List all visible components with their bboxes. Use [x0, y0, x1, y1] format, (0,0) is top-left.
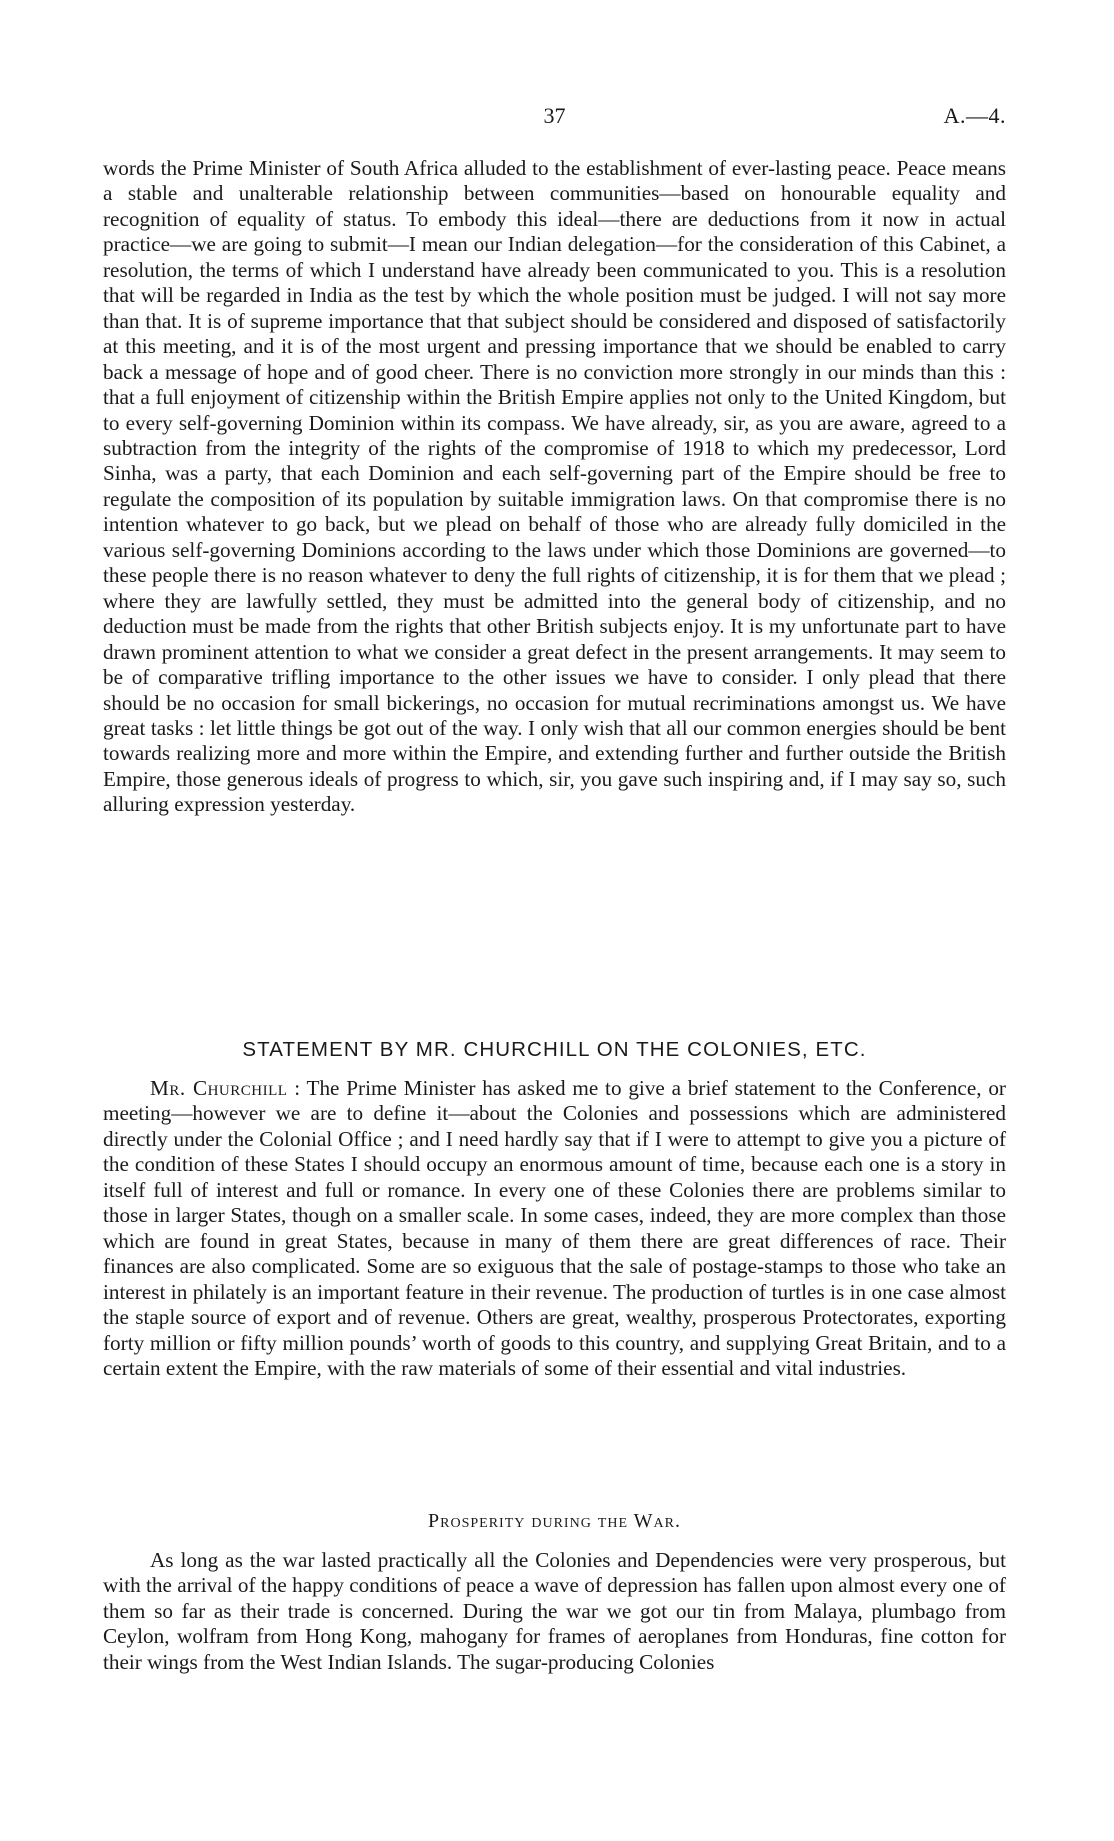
page-header [103, 103, 1006, 133]
body-paragraph-continued: words the Prime Minister of South Africa alluded to the establishment of ever-lasting peace. Peace means a stable and unalterable relationship between communities—based on honourable equality and recognition of equality of status. To embody this ideal—there are deductions from it now in actual practice—we are going to submit—I mean our Indian delegation—for the consideration of this Cabinet, a resolution, the terms of which I understand have already been communicated to you. This is a resolution that will be regarded in India as the test by which the whole position must be judged. I will not say more than that. It is of supreme importance that that subject should be considered and disposed of satisfactorily at this meeting, and it is of the most urgent and pressing importance that we should be enabled to carry back a message of hope and of good cheer. There is no conviction more strongly in our minds than this : that a full enjoyment of citizenship within the British Empire applies not only to the United Kingdom, but to every self-governing Dominion within its compass. We have already, sir, as you are aware, agreed to a subtraction from the integrity of the rights of the compromise of 1918 to which my predecessor, Lord Sinha, was a party, that each Dominion and each self-governing part of the Empire should be free to regulate the composition of its population by suitable immigration laws. On that compromise there is no intention whatever to go back, but we plead on behalf of those who are already fully domiciled in the various self-governing Dominions according to the laws under which those Dominions are governed—to these people there is no reason whatever to deny the full rights of citizenship, it is for them that we plead ; where they are lawfully settled, they must be admitted into the general body of citizenship, and no deduction must be made from the rights that other British subjects enjoy. It is my unfortunate part to have drawn prominent attention to what we consider a great defect in the present arrangements. It may seem to be of comparative trifling importance to the other issues we have to consider. I only plead that there should be no occasion for small bickerings, no occasion for mutual recriminations amongst us. We have great tasks : let little things be got out of the way. I only wish that all our common energies should be bent towards realizing more and more within the Empire, and extending further and further outside the British Empire, those generous ideals of progress to which, sir, you gave such inspiring and, if I may say so, such alluring expression yesterday. [103, 156, 1006, 817]
document-reference: A.—4. [943, 103, 1006, 128]
section-heading: STATEMENT BY MR. CHURCHILL ON THE COLONIES, ETC. [242, 1038, 867, 1061]
speaker-label: Mr. Churchill [150, 1076, 288, 1100]
subsection-heading: Prosperity during the War. [428, 1510, 681, 1532]
page-number: 37 [543, 103, 566, 128]
body-paragraph-prosperity: As long as the war lasted practically all the Colonies and Dependencies were very prosperous, but with the arrival of the happy conditions of peace a wave of depression has fallen upon almost every one of them so far as their trade is concerned. During the war we got our tin from Malaya, plumbago from Ceylon, wolfram from Hong Kong, mahogany for frames of aeroplanes from Honduras, fine cotton for their wings from the West Indian Islands. The sugar-producing Colonies [103, 1548, 1006, 1674]
body-paragraph-churchill-statement [103, 1076, 1006, 1381]
statement-text: : The Prime Minister has asked me to give a brief statement to the Conference, or meeting—however we are to define it—about the Colonies and possessions which are administered directly under the Colonial Office ; and I need hardly say that if I were to attempt to give you a picture of the condition of these States I should occupy an enormous amount of time, because each one is a story in itself full of interest and full or romance. In every one of these Colonies there are problems similar to those in larger States, though on a smaller scale. In some cases, indeed, they are more complex than those which are found in great States, because in many of them there are great differences of race. Their finances are also complicated. Some are so exiguous that the sale of postage-stamps to those who take an interest in philately is an important feature in their revenue. The production of turtles is in one case almost the staple source of export and of revenue. Others are great, wealthy, prosperous Protectorates, exporting forty million or fifty million pounds’ worth of goods to this country, and supplying Great Britain, and to a certain extent the Empire, with the raw materials of some of their essential and vital industries. [103, 1076, 1006, 1380]
